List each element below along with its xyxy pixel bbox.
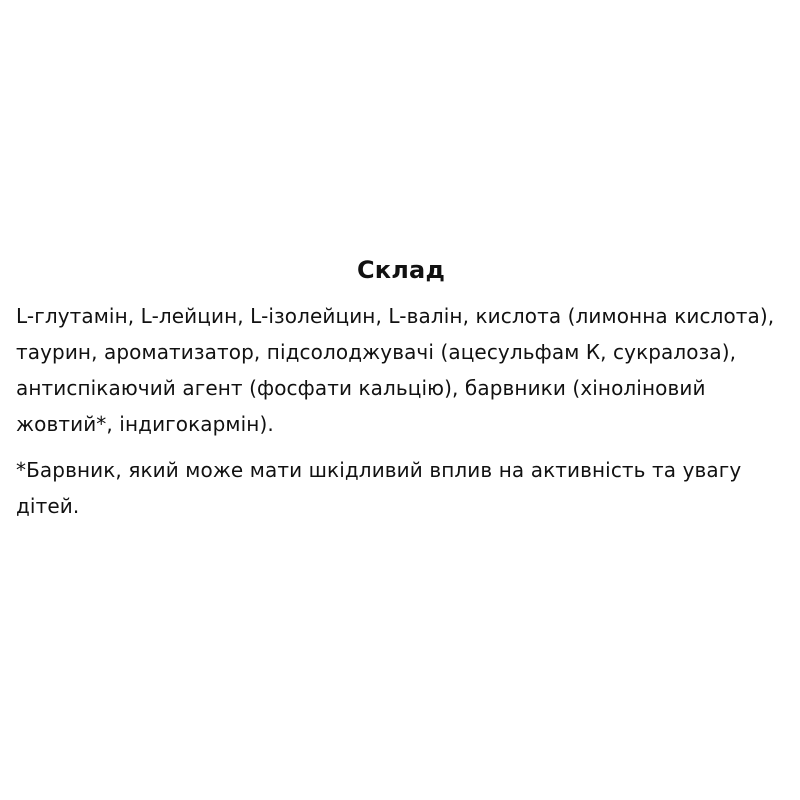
document-content [16,248,786,524]
section-title: Склад [356,256,446,284]
ingredients-text: L-глутамін, L-лейцин, L-ізолейцин, L-валін, кислота (лимонна кислота), таурин, ароматизатор, підсолоджувачі (ацесульфам К, сукралоза), антиспікаючий агент (фосфати кальцію), барвники (хіноліновий жовтий*, індигокармін). [16,304,775,436]
footnote-text: *Барвник, який може мати шкідливий вплив на активність та увагу дітей. [16,458,742,518]
